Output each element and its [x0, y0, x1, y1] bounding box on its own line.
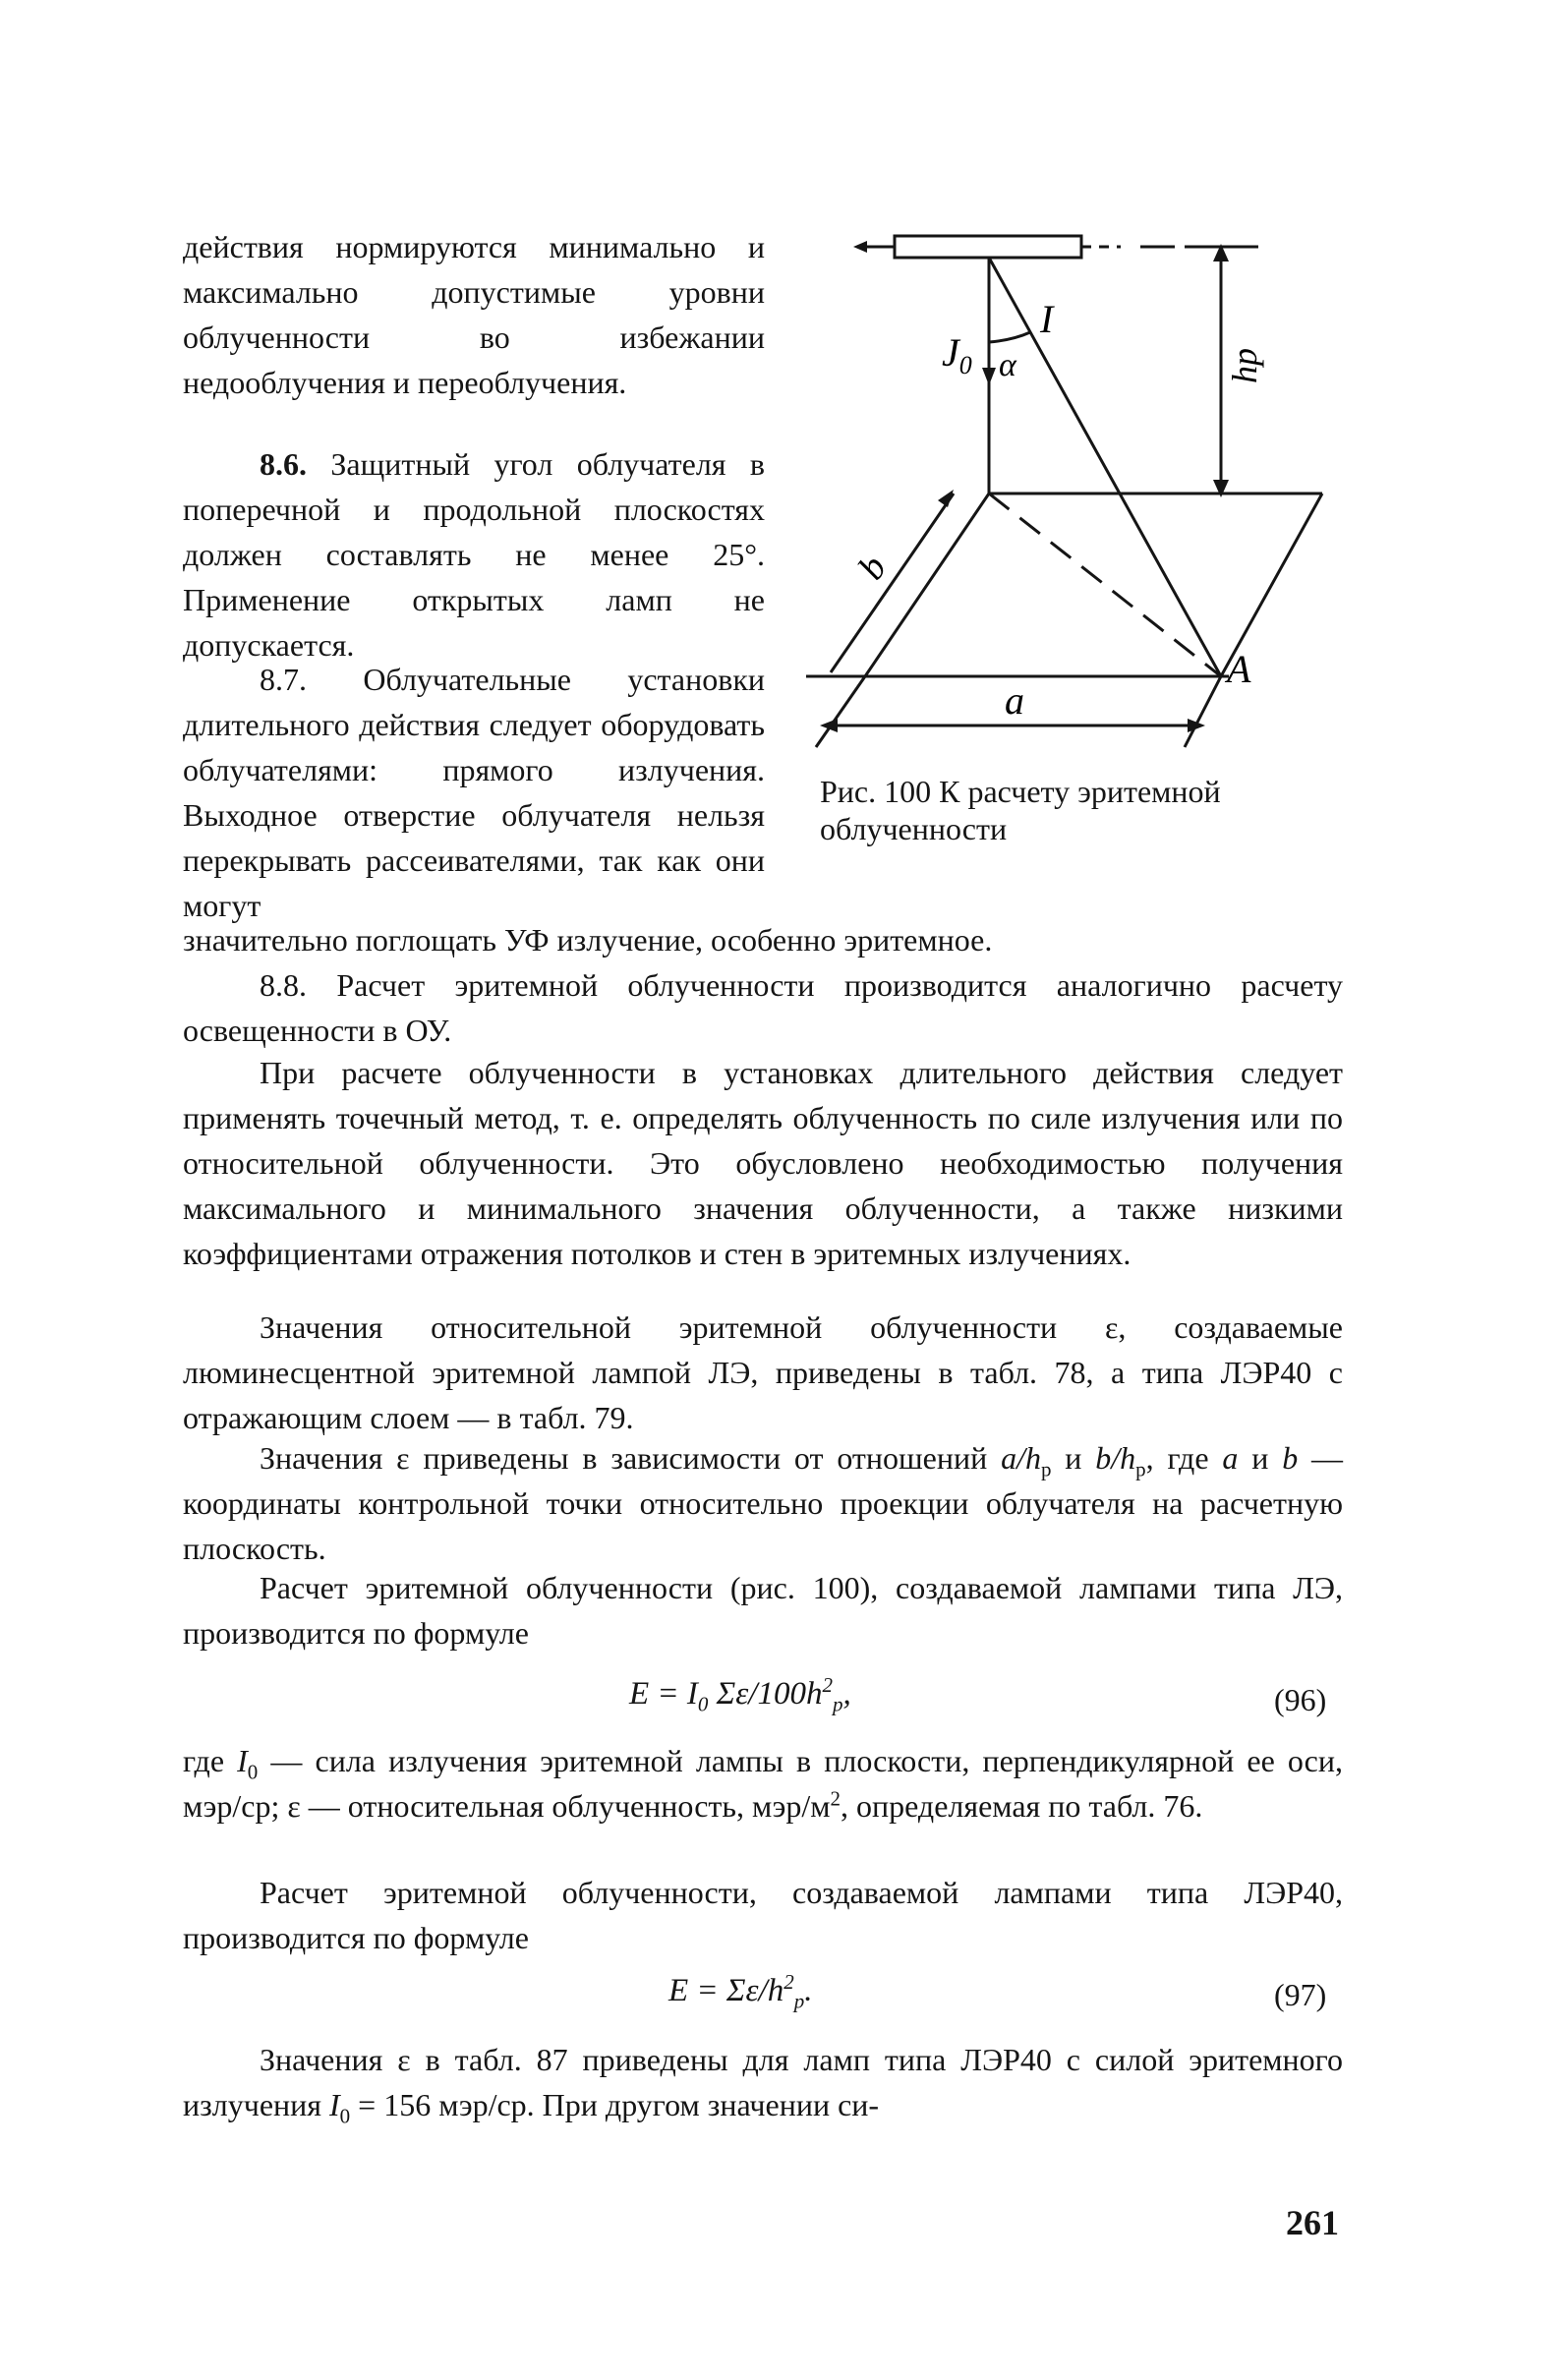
- label-b: b: [849, 548, 896, 588]
- paragraph-8-7-continued: значительно поглощать УФ излучение, особенно эритемное.: [183, 922, 993, 958]
- paragraph-8-7: 8.7. Облучательные установки длительного действия следует оборудовать облучателями: прямого излучения. Выходное отверстие облучателя нельзя перекрывать рассеивателями, так как они могут: [183, 662, 766, 923]
- paragraph-relative-values: Значения относительной эритемной облученности ε, создаваемые люминесцентной эритемной лампой ЛЭ, приведены в табл. 78, а типа ЛЭР40 с отражающим слоем — в табл. 79.: [183, 1309, 1343, 1435]
- paragraph-point-method: При расчете облученности в установках длительного действия следует применять точечный метод, т. е. определять облученность по силе излучения или по относительной облученности. Это обусловлено необходимостью получения максимального и минимального значения облученности, а также низкими коэффициентами отражения потолков и стен в эритемных излучениях.: [183, 1055, 1343, 1271]
- label-i: I: [1040, 297, 1054, 341]
- paragraph-calc-ler40: Расчет эритемной облученности, создаваемой лампами типа ЛЭР40, производится по формуле: [183, 1875, 1343, 1955]
- label-point-a: A: [1227, 647, 1251, 691]
- equation-number-97: (97): [1274, 1977, 1327, 2012]
- figure-erythemal-irradiance-diagram: [806, 216, 1357, 767]
- equation-number-96: (96): [1274, 1682, 1327, 1717]
- paragraph-where: где $I_0$ — сила излучения эритемной лампы в плоскости, перпендикулярной ее оси, мэр/ср; ε — относительная облученность, мэр/$м^2$, определяемая по табл. 76.: [183, 1743, 1344, 1824]
- figure-caption: Рис. 100 К расчету эритемной облученности: [820, 774, 1221, 846]
- formula-97: $E = \Sigma\varepsilon/h^2_р$.: [668, 1970, 813, 2013]
- lamp-shape: [895, 236, 1081, 258]
- page-number: 261: [1286, 2203, 1339, 2242]
- formula-96: $E = I_0$ $\Sigma\varepsilon/100h^2_р$,: [629, 1673, 851, 1716]
- label-alpha: α: [999, 347, 1016, 383]
- paragraph-calc-le: Расчет эритемной облученности (рис. 100), создаваемой лампами типа ЛЭ, производится по формуле: [183, 1570, 1343, 1651]
- paragraph-8-8: 8.8. Расчет эритемной облученности производится аналогично расчету освещенности в ОУ.: [183, 967, 1343, 1048]
- paragraph-intro: действия нормируются минимально и максимально допустимые уровни облученности во избежании недооблучения и переоблучения.: [183, 229, 765, 400]
- label-i0: $J_0$: [942, 330, 972, 379]
- paragraph-dependence: Значения ε приведены в зависимости от отношений $a/h_р$ и $b/h_р$, где a и b — координаты контрольной точки относительно проекции облучателя на расчетную плоскость.: [183, 1440, 1344, 1566]
- label-hp: hр: [1225, 348, 1264, 383]
- paragraph-8-6: 8.6. Защитный угол облучателя в поперечной и продольной плоскостях должен составлять не менее 25°. Применение открытых ламп не допускается.: [183, 446, 766, 663]
- paragraph-final: Значения ε в табл. 87 приведены для ламп типа ЛЭР40 с силой эритемного излучения $I_0 = 156$ мэр/ср. При другом значении си-: [183, 2042, 1343, 2128]
- label-a: a: [1005, 678, 1024, 723]
